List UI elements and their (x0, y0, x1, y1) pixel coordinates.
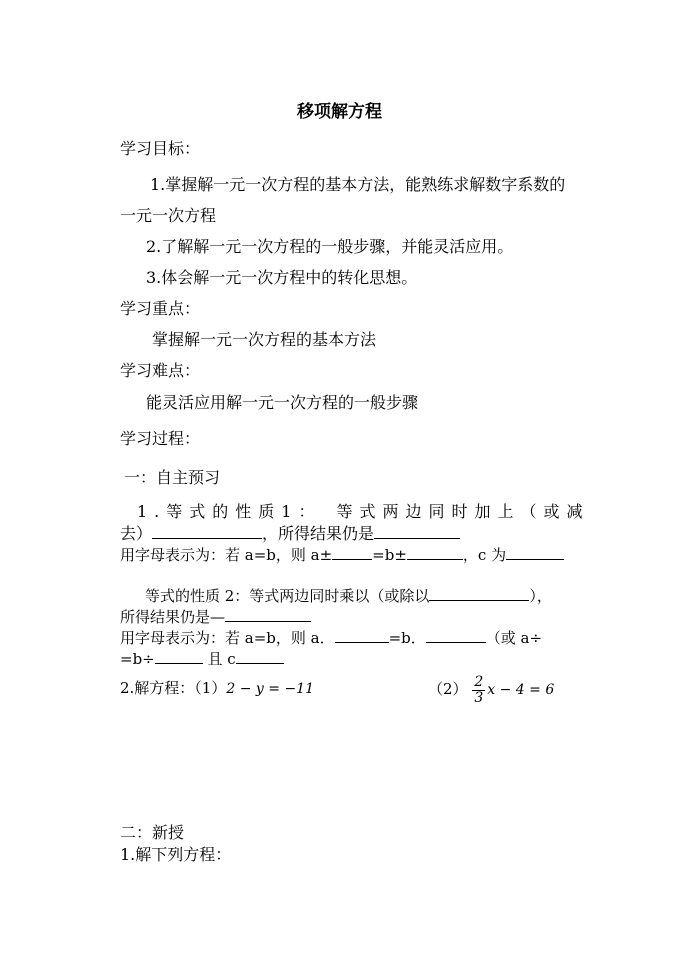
new-question-1: 1.解下列方程： (120, 845, 232, 864)
page-title: 移项解方程 (297, 102, 382, 122)
solve-equation-2 (428, 672, 554, 707)
property-1-text-e: ，c 为 (462, 546, 507, 564)
fraction-denominator: 3 (474, 689, 484, 706)
fill-blank[interactable] (426, 628, 486, 643)
property-2-line-3 (120, 628, 542, 648)
focus-text: 掌握解一元一次方程的基本方法 (152, 330, 377, 349)
property-1-line-2 (120, 524, 460, 544)
solve-2-label: （2） (428, 680, 468, 698)
fill-blank[interactable] (374, 524, 460, 539)
property-2-line-2 (120, 607, 311, 627)
property-1-text-a: 去） (120, 524, 153, 543)
property-1-line-1: 1.等式的性质1： 等式两边同时加上（或减 (137, 502, 590, 521)
property-2-text-a: 等式的性质 2：等式两边同时乘以（或除以 (145, 587, 430, 605)
property-2-text-d: 用字母表示为：若 a=b，则 a． (120, 629, 335, 647)
equation-1: 2 − y = −11 (226, 681, 314, 697)
fill-blank[interactable] (225, 607, 311, 622)
goal-item-1-line-2: 一元一次方程 (120, 206, 217, 225)
focus-heading: 学习重点： (120, 299, 201, 318)
property-2-text-h: 且 c (207, 650, 236, 668)
fraction-numerator: 2 (474, 673, 484, 690)
difficulty-heading: 学习难点： (120, 361, 201, 380)
fill-blank[interactable] (429, 586, 529, 601)
property-2-text-f: （或 a÷ (485, 629, 543, 647)
solve-label: 2.解方程：（1） (120, 679, 227, 697)
equation-2-fraction (472, 675, 485, 706)
fill-blank[interactable] (407, 545, 463, 560)
goal-item-2: 2.了解解一元一次方程的一般步骤，并能灵活应用。 (146, 237, 514, 256)
fill-blank[interactable] (155, 649, 203, 664)
property-1-text-c: 用字母表示为：若 a=b，则 a± (120, 546, 333, 564)
property-2-text-e: =b． (388, 629, 426, 647)
fill-blank[interactable] (335, 628, 389, 643)
property-1-text-b: ，所得结果仍是 (262, 524, 375, 543)
fill-blank[interactable] (152, 524, 262, 539)
process-heading: 学习过程： (120, 429, 201, 448)
property-2-line-4 (120, 649, 284, 669)
property-1-line-3 (120, 545, 564, 565)
goal-item-3: 3.体会解一元一次方程中的转化思想。 (146, 268, 418, 287)
property-1-text-d: =b± (372, 546, 407, 564)
property-2-text-c: 所得结果仍是— (120, 608, 226, 626)
fill-blank[interactable] (332, 545, 372, 560)
fill-blank[interactable] (236, 649, 284, 664)
property-2-text-g: =b÷ (120, 650, 155, 668)
equation-2-rest: x − 4 = 6 (487, 682, 555, 698)
section-self-study: 一：自主预习 (124, 468, 221, 487)
property-2-text-b: ）， (529, 587, 552, 605)
goal-item-1-line-1: 1.掌握解一元一次方程的基本方法，能熟练求解数字系数的 (150, 175, 566, 194)
solve-equation-1 (120, 678, 314, 699)
difficulty-text: 能灵活应用解一元一次方程的一般步骤 (146, 393, 419, 412)
section-new-lesson: 二：新授 (120, 823, 185, 842)
fill-blank[interactable] (506, 545, 564, 560)
goals-heading: 学习目标： (120, 139, 201, 158)
property-2-line-1 (145, 586, 552, 606)
